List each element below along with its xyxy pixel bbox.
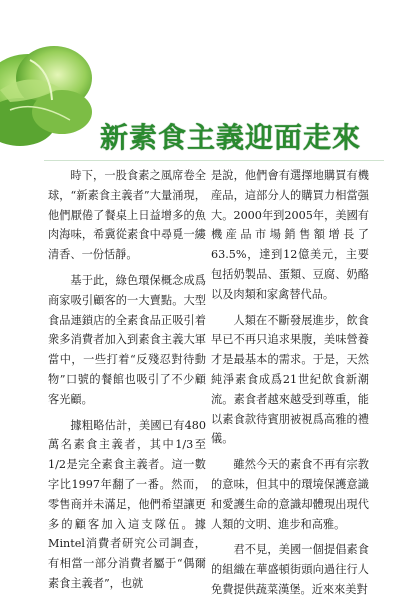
paragraph: 是說，他們會有選擇地購買有機産品，這部分人的購買力相當强大。2000年到2005年，美國有機産品市場銷售額增長了63.5%，達到12億美元，主要包括奶製品、蛋類、豆腐、奶酪以及肉類和家禽替代品。 — [211, 169, 369, 301]
article-column-right — [211, 166, 369, 596]
paragraph: 基于此，綠色環保概念成爲商家吸引顧客的一大賣點。大型食品連鎖店的全素食品正吸引着衆多消費者加入到素食主義大軍當中，一些打着“反殘忍對待動物”口號的餐館也吸引了不少顧客光顧。 — [48, 273, 206, 406]
lettuce-image — [0, 30, 100, 148]
paragraph: 人類在不斷發展進步，飲食早已不再只追求果腹，美味營養才是最基本的需求。于是，天然純淨素食成爲21世紀飲食新潮流。素食者越來越受到尊重，能以素食款待賓朋被視爲高雅的禮儀。 — [211, 313, 369, 446]
article-column-left — [48, 166, 206, 590]
paragraph: 雖然今天的素食不再有宗教的意味，但其中的環境保護意識和愛護生命的意識却體現出現代人類的文明、進步和高雅。 — [211, 458, 369, 531]
paragraph: 時下，一股食素之風席卷全球，“新素食主義者”大量涌現，他們厭倦了餐桌上日益增多的魚肉海味，希冀從素食中尋覓一縷清香、一份恬靜。 — [48, 169, 206, 262]
article-title: 新素食主義迎面走來 — [100, 121, 362, 154]
paragraph: 據粗略估計，美國已有480萬名素食主義者，其中1/3至1/2是完全素食主義者。這一數字比1997年翻了一番。然而，零售商并未滿足，他們希望讓更多的顧客加入這支隊伍。據Mintel消費者研究公司調查，有相當一部分消費者屬于“偶爾素食主義者”，也就 — [48, 418, 206, 590]
paragraph: 君不見，美國一個提倡素食的組織在華盛頓街頭向過往行人免費提供蔬菜漢堡。近來來美對 — [211, 543, 369, 596]
title-divider — [44, 160, 384, 161]
